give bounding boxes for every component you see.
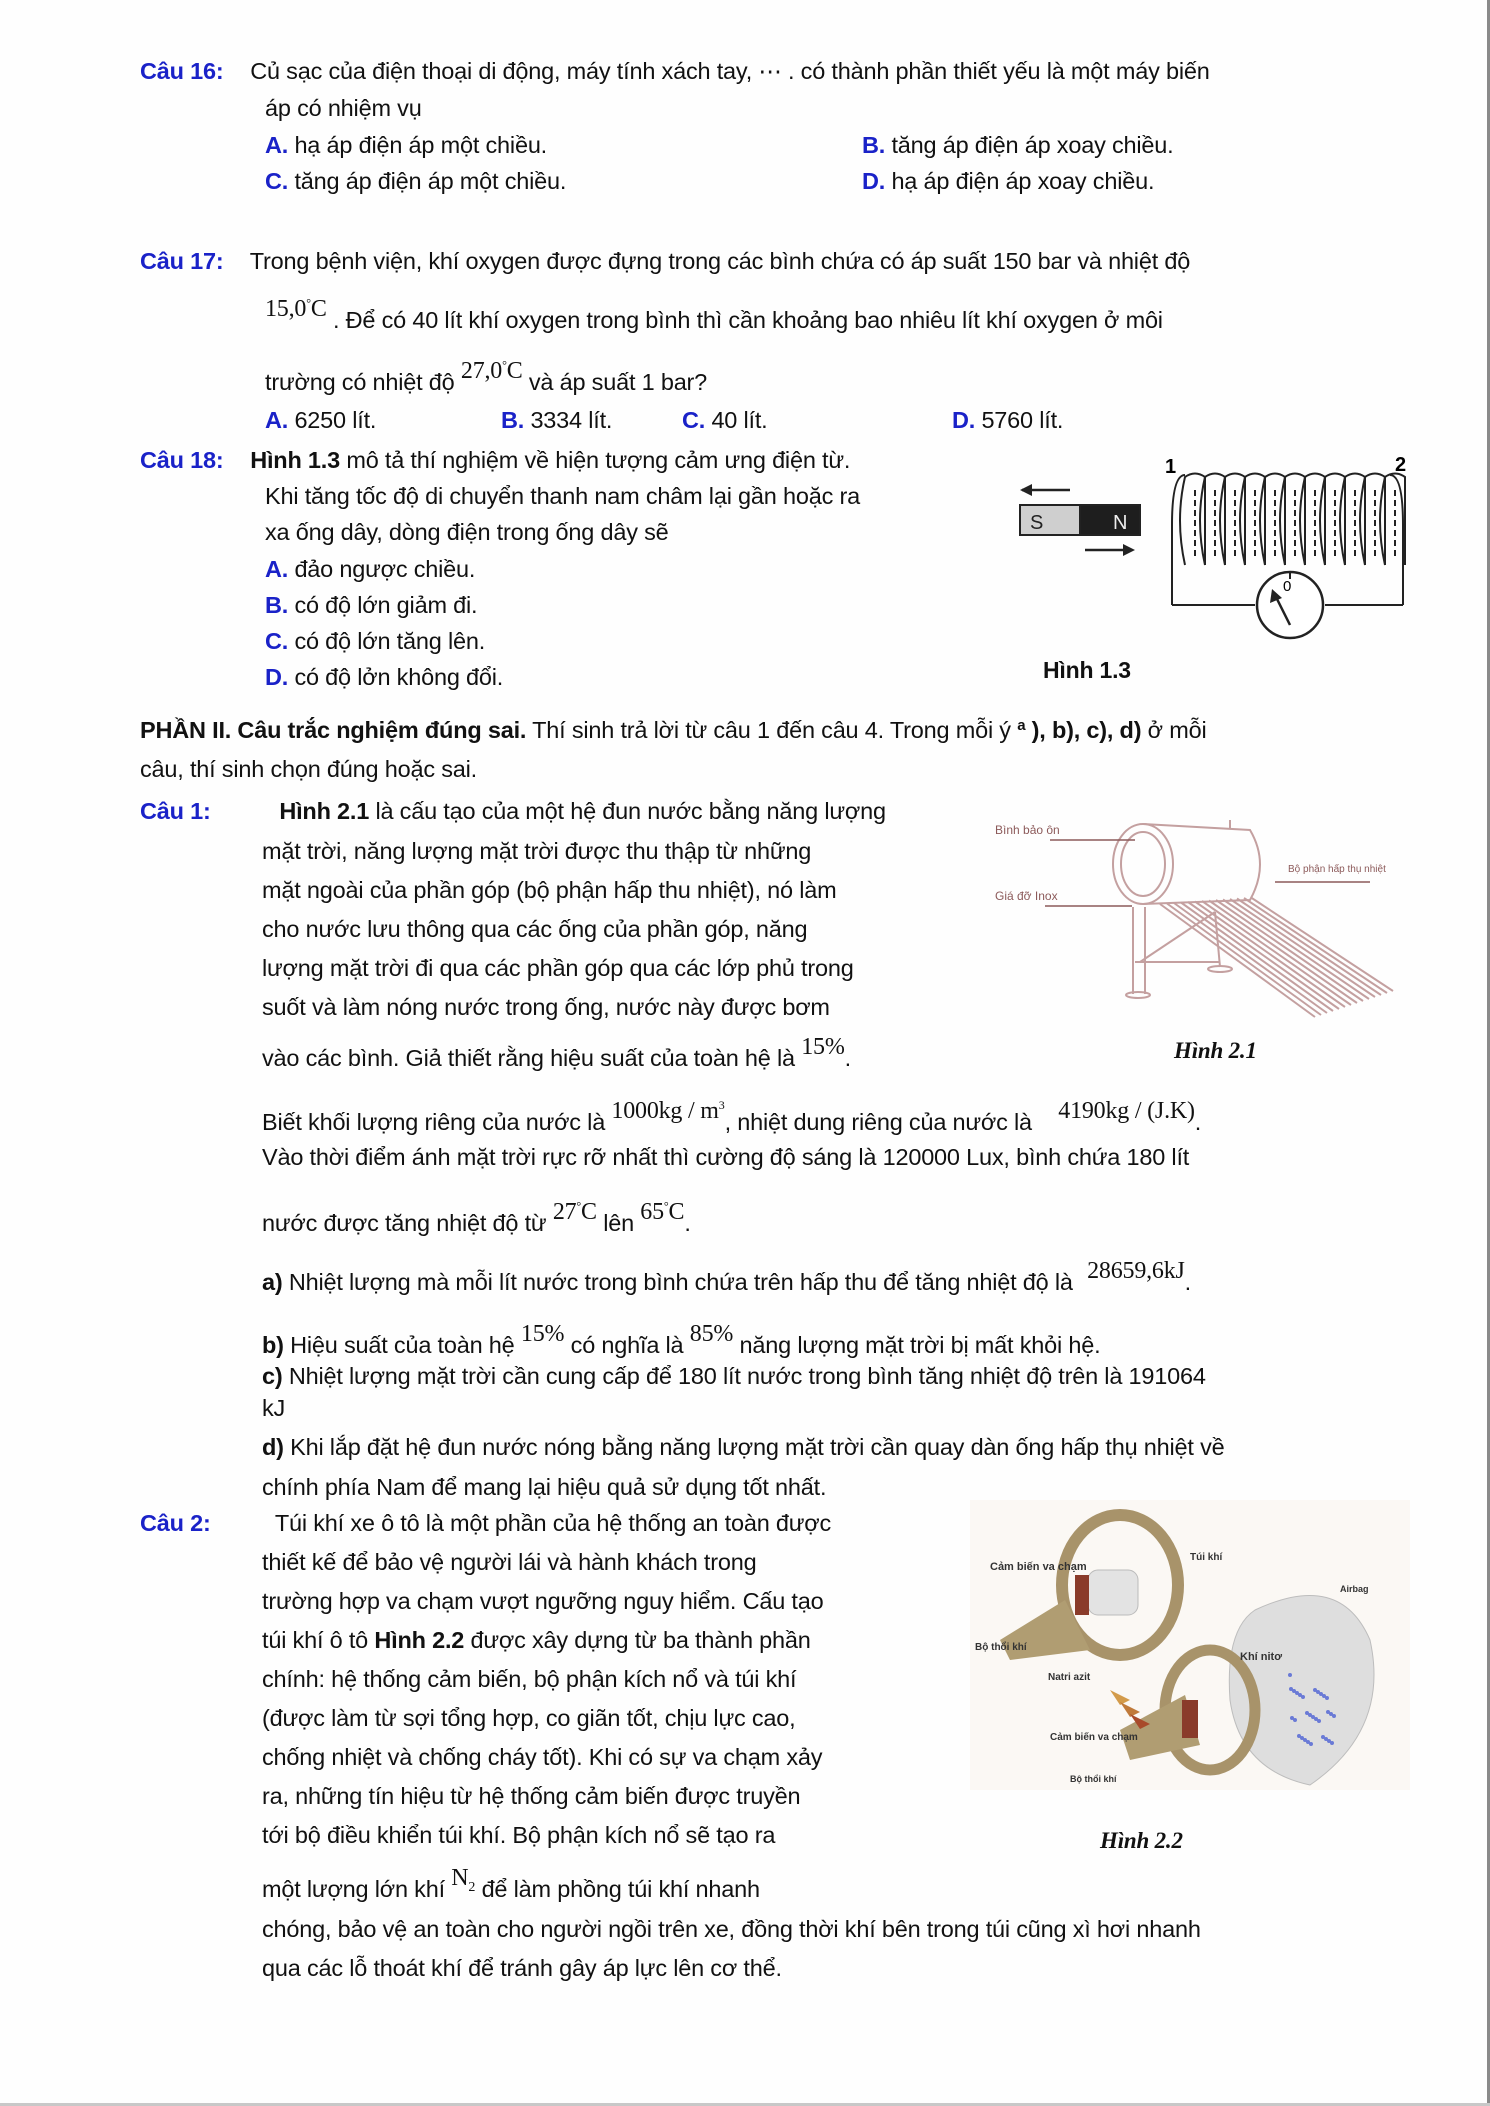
question-16-line-1 xyxy=(140,56,1210,86)
option-text: 6250 lít. xyxy=(288,407,377,433)
statement-b[interactable] xyxy=(262,1321,1101,1361)
statement-text: kJ xyxy=(262,1395,286,1421)
option-text: tăng áp điện áp xoay chiều. xyxy=(885,132,1174,158)
question-text: để làm phồng túi khí nhanh xyxy=(481,1876,760,1902)
option-key: B. xyxy=(501,407,525,433)
label-stand: Giá đỡ Inox xyxy=(995,889,1058,903)
option-key: A. xyxy=(265,407,289,433)
option-key: C. xyxy=(682,407,706,433)
question-text: , nhiệt dung riêng của nước là xyxy=(724,1109,1032,1135)
label-tank: Bình bảo ôn xyxy=(995,823,1060,837)
density-value: $1000kg / m^3$ xyxy=(611,1098,725,1124)
figure-reference: Hình 2.1 xyxy=(279,798,370,824)
question-text: vào các bình. Giả thiết rằng hiệu suất của toàn hệ là xyxy=(262,1045,795,1071)
label-collector: Bộ phận hấp thụ nhiệt xyxy=(1288,864,1386,875)
question-1-line-10: nước được tăng nhiệt độ từ 27°C lên 65°C. xyxy=(262,1199,691,1236)
question-2-line-1 xyxy=(140,1508,831,1538)
temperature-from: 27°C xyxy=(552,1199,597,1225)
statement-text: năng lượng mặt trời bị mất khỏi hệ. xyxy=(739,1332,1101,1358)
question-label: Câu 16: xyxy=(140,58,224,84)
question-text: mặt ngoài của phần góp (bộ phận hấp thu nhiệt), nó làm xyxy=(262,877,837,903)
option-text: 40 lít. xyxy=(705,407,768,433)
question-text: chóng, bảo vệ an toàn cho người ngồi trên xe, đồng thời khí bên trong túi cũng xì hơi nhanh xyxy=(262,1916,1201,1942)
label-sensor-lower: Cảm biến va chạm xyxy=(1050,1732,1138,1743)
option-c[interactable] xyxy=(265,166,566,196)
option-b[interactable] xyxy=(862,130,1173,160)
statement-text: Nhiệt lượng mà mỗi lít nước trong bình chứa trên hấp thu để tăng nhiệt độ là xyxy=(282,1269,1073,1295)
question-text: và áp suất 1 bar? xyxy=(528,369,708,395)
question-text: chống nhiệt và chống cháy tốt). Khi có sự va chạm xảy xyxy=(262,1744,823,1770)
coil-end-2-label: 2 xyxy=(1395,454,1407,476)
instruction-text: ở mỗi xyxy=(1141,717,1207,743)
question-text: ra, những tín hiệu từ hệ thống cảm biến được truyền xyxy=(262,1783,801,1809)
label-nitrogen-gas: Khí nitơ xyxy=(1240,1651,1283,1663)
option-key: B. xyxy=(862,132,886,158)
magnet-south-label: S xyxy=(1030,512,1044,534)
option-key: C. xyxy=(265,168,289,194)
question-text: áp có nhiệm vụ xyxy=(265,95,422,121)
instruction-text: Thí sinh trả lời từ câu 1 đến câu 4. Trong mỗi ý xyxy=(526,717,1018,743)
temperature-value: 15,0°C xyxy=(265,296,327,322)
arrow-left-icon xyxy=(1020,484,1070,496)
efficiency-value: 15% xyxy=(801,1034,845,1060)
option-c[interactable] xyxy=(265,626,485,656)
magnet-north-label: N xyxy=(1113,512,1128,534)
efficiency-value: 15% xyxy=(520,1321,565,1347)
question-1-line-7: vào các bình. Giả thiết rằng hiệu suất của toàn hệ là 15%. xyxy=(262,1034,851,1071)
question-text: Trong bệnh viện, khí oxygen được đựng trong các bình chứa có áp suất 150 bar và nhiệt độ xyxy=(249,248,1191,274)
question-text: trường có nhiệt độ xyxy=(265,369,455,395)
bar-magnet xyxy=(1020,505,1140,535)
question-text: một lượng lớn khí xyxy=(262,1876,445,1902)
statement-a[interactable]: a) Nhiệt lượng mà mỗi lít nước trong bình chứa trên hấp thu để tăng nhiệt độ là 28659,6kJ. xyxy=(262,1258,1192,1295)
option-key: D. xyxy=(265,664,289,690)
question-label: Câu 17: xyxy=(140,248,224,274)
question-text: lượng mặt trời đi qua các phần góp qua các lớp phủ trong xyxy=(262,955,854,981)
label-inflator-lower: Bộ thổi khí xyxy=(1070,1774,1117,1784)
figure-caption: Hình 2.1 xyxy=(1174,1038,1257,1063)
question-label: Câu 18: xyxy=(140,447,224,473)
question-text: xa ống dây, dòng điện trong ống dây sẽ xyxy=(265,519,669,545)
option-key: C. xyxy=(265,628,289,654)
question-text: Khi tăng tốc độ di chuyển thanh nam châm lại gần hoặc ra xyxy=(265,483,860,509)
option-key: D. xyxy=(952,407,976,433)
question-2-line-10 xyxy=(262,1865,760,1915)
part-2-line-1 xyxy=(140,715,1206,749)
option-b[interactable] xyxy=(265,590,477,620)
statement-text: chính phía Nam để mang lại hiệu quả sử dụng tốt nhất. xyxy=(262,1474,827,1500)
question-text: nước được tăng nhiệt độ từ xyxy=(262,1210,547,1236)
question-text: túi khí ô tô xyxy=(262,1627,375,1653)
question-text: là cấu tạo của một hệ đun nước bằng năng lượng xyxy=(369,798,886,824)
temperature-to: 65°C xyxy=(640,1199,685,1225)
figure-caption: Hình 1.3 xyxy=(1043,657,1131,683)
option-d[interactable] xyxy=(265,662,503,692)
question-17-line-2 xyxy=(265,296,1163,336)
option-text: có độ lớn tăng lên. xyxy=(288,628,486,654)
question-1-line-8: Biết khối lượng riêng của nước là $1000kg / m^3$, nhiệt dung riêng của nước là 4190kg / (J.K). xyxy=(262,1098,1202,1135)
label-inflator-upper: Bộ thổi khí xyxy=(975,1642,1027,1653)
temperature-value: 27,0°C xyxy=(460,358,523,384)
option-a[interactable] xyxy=(265,405,376,435)
figure-2-1-solar-water-heater xyxy=(985,812,1415,1032)
figure-reference: Hình 1.3 xyxy=(250,447,340,473)
option-c[interactable] xyxy=(682,405,768,435)
item-a-mark: a xyxy=(1017,717,1026,734)
question-17-line-1 xyxy=(140,246,1190,276)
statement-key: d) xyxy=(262,1434,284,1460)
option-text: hạ áp điện áp xoay chiều. xyxy=(885,168,1155,194)
question-text: được xây dựng từ ba thành phần xyxy=(464,1627,811,1653)
loss-value: 85% xyxy=(689,1321,734,1347)
statement-text: có nghĩa là xyxy=(570,1332,684,1358)
question-text: mặt trời, năng lượng mặt trời được thu thập từ những xyxy=(262,838,812,864)
statement-key: a) xyxy=(262,1269,283,1295)
nitrogen-formula: $N_2$ xyxy=(451,1865,476,1895)
galvanometer-icon xyxy=(1257,572,1323,638)
option-key: D. xyxy=(862,168,886,194)
option-text: 3334 lít. xyxy=(524,407,613,433)
statement-text: Nhiệt lượng mặt trời cần cung cấp để 180 lít nước trong bình tăng nhiệt độ trên là 191064 xyxy=(282,1363,1206,1389)
question-18-line-1 xyxy=(140,445,850,475)
question-2-line-4 xyxy=(262,1625,811,1655)
figure-1-3-induction-diagram xyxy=(1000,445,1420,645)
question-label: Câu 1: xyxy=(140,798,211,824)
option-text: tăng áp điện áp một chiều. xyxy=(288,168,567,194)
statement-text: Hiệu suất của toàn hệ xyxy=(283,1332,515,1358)
statement-text: Khi lắp đặt hệ đun nước nóng bằng năng lượng mặt trời cần quay dàn ống hấp thụ nhiệt về xyxy=(283,1434,1225,1460)
question-text: Vào thời điểm ánh mặt trời rực rỡ nhất thì cường độ sáng là 120000 Lux, bình chứa 180 lít xyxy=(262,1144,1190,1170)
question-text: cho nước lưu thông qua các ống của phần góp, năng xyxy=(262,916,808,942)
item-marks: ), b), c), d) xyxy=(1025,717,1142,743)
option-text: 5760 lít. xyxy=(975,407,1064,433)
option-b[interactable] xyxy=(501,405,612,435)
question-label: Câu 2: xyxy=(140,1510,211,1536)
question-text: mô tả thí nghiệm về hiện tượng cảm ưng điện từ. xyxy=(340,447,851,473)
question-text: Biết khối lượng riêng của nước là xyxy=(262,1109,606,1135)
option-a[interactable] xyxy=(265,130,547,160)
option-key: B. xyxy=(265,592,289,618)
label-sensor-upper: Cảm biến va chạm xyxy=(990,1561,1087,1573)
question-text: trường hợp va chạm vượt ngưỡng nguy hiểm. Cấu tạo xyxy=(262,1588,824,1614)
option-d[interactable] xyxy=(952,405,1063,435)
label-airbag-en: Airbag xyxy=(1340,1584,1369,1594)
question-text: Củ sạc của điện thoại di động, máy tính xách tay, ⋯ . có thành phần thiết yếu là một máy biến xyxy=(250,58,1210,84)
meter-zero-label: 0 xyxy=(1283,578,1292,595)
solar-heater-drawing xyxy=(1113,820,1393,1017)
coil-end-1-label: 1 xyxy=(1165,456,1177,478)
question-text: Túi khí xe ô tô là một phần của hệ thống an toàn được xyxy=(274,1510,832,1536)
question-text: lên xyxy=(603,1210,634,1236)
option-text: đảo ngược chiều. xyxy=(288,556,476,582)
option-d[interactable] xyxy=(862,166,1154,196)
question-text: qua các lỗ thoát khí để tránh gây áp lực lên cơ thể. xyxy=(262,1955,782,1981)
question-text: (được làm từ sợi tổng hợp, co giãn tốt, chịu lực cao, xyxy=(262,1705,796,1731)
option-text: có độ lởn không đổi. xyxy=(288,664,504,690)
label-airbag-vi: Túi khí xyxy=(1190,1552,1223,1563)
option-a[interactable] xyxy=(265,554,475,584)
question-17-line-3 xyxy=(265,358,708,398)
heat-value: 28659,6kJ xyxy=(1087,1258,1185,1284)
option-text: có độ lớn giảm đi. xyxy=(288,592,478,618)
arrow-right-icon xyxy=(1085,544,1135,556)
figure-reference: Hình 2.2 xyxy=(374,1627,465,1653)
statement-c[interactable] xyxy=(262,1361,1206,1391)
question-text: chính: hệ thống cảm biến, bộ phận kích nổ và túi khí xyxy=(262,1666,797,1692)
statement-key: c) xyxy=(262,1363,283,1389)
question-1-line-1 xyxy=(140,796,886,826)
heat-capacity-value: 4190kg / (J.K) xyxy=(1058,1098,1195,1124)
question-text: tới bộ điều khiển túi khí. Bộ phận kích nổ sẽ tạo ra xyxy=(262,1822,776,1848)
option-key: A. xyxy=(265,132,289,158)
statement-d[interactable] xyxy=(262,1432,1224,1462)
question-text: suốt và làm nóng nước trong ống, nước này được bơm xyxy=(262,994,830,1020)
option-key: A. xyxy=(265,556,289,582)
question-text: thiết kế để bảo vệ người lái và hành khách trong xyxy=(262,1549,757,1575)
part-title: PHẦN II. Câu trắc nghiệm đúng sai. xyxy=(140,717,527,743)
statement-key: b) xyxy=(262,1332,284,1358)
figure-caption: Hình 2.2 xyxy=(1100,1828,1183,1853)
option-text: hạ áp điện áp một chiều. xyxy=(288,132,548,158)
question-text: . Để có 40 lít khí oxygen trong bình thì cần khoảng bao nhiêu lít khí oxygen ở môi xyxy=(332,307,1163,333)
instruction-text: câu, thí sinh chọn đúng hoặc sai. xyxy=(140,756,477,782)
label-sodium-azide: Natri azit xyxy=(1048,1672,1091,1683)
figure-2-2-airbag-diagram xyxy=(970,1500,1410,1790)
